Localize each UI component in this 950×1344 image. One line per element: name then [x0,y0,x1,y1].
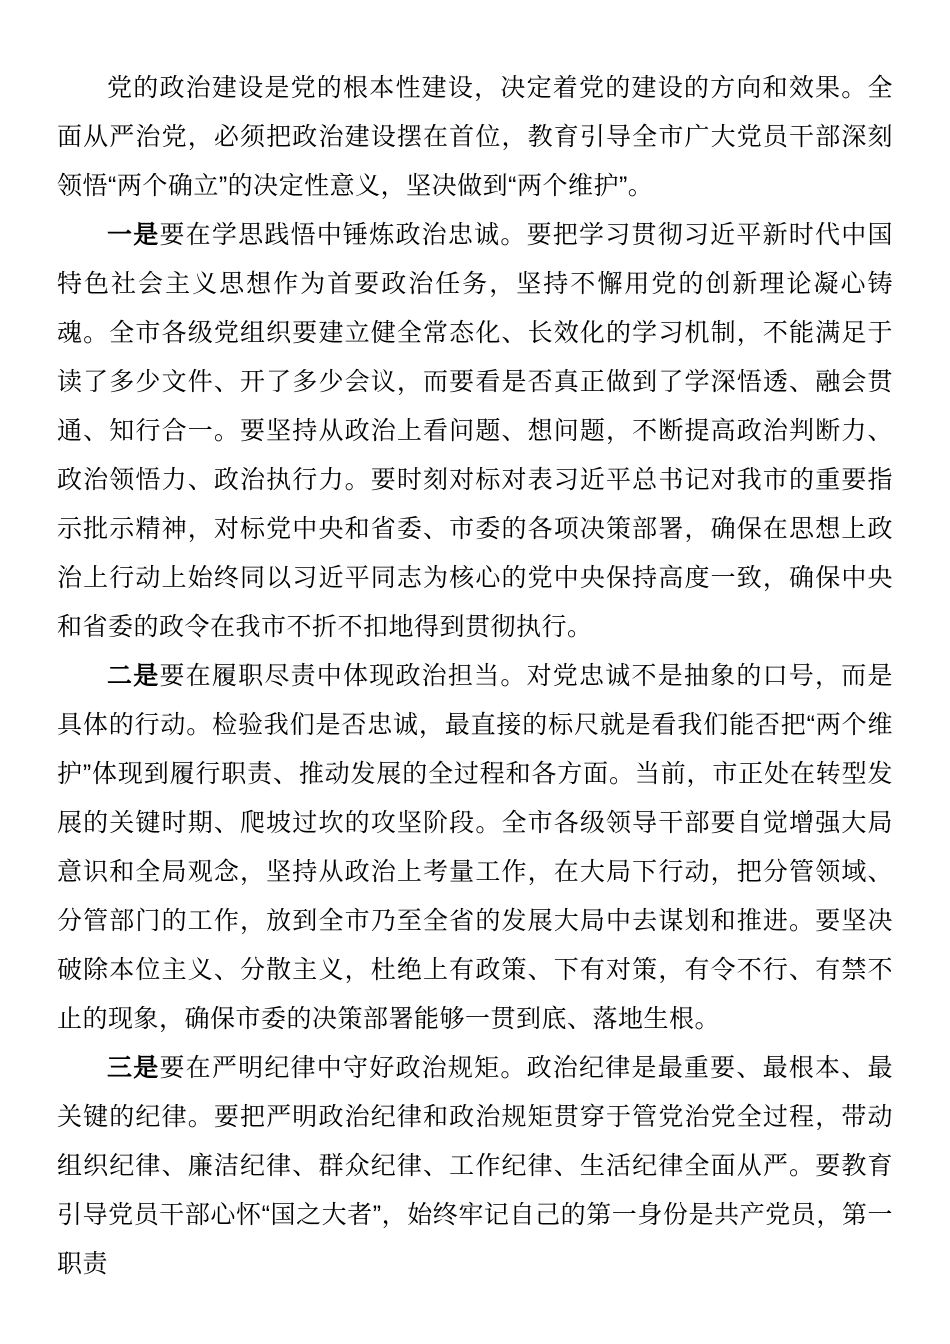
paragraph-point-two [57,652,893,1044]
paragraph-lead: 一是 [107,221,160,249]
paragraph-lead: 三是 [107,1054,160,1082]
paragraph-text: 要在严明纪律中守好政治规矩。政治纪律是最重要、最根本、最关键的纪律。要把严明政治纪律和政治规矩贯穿于管党治党全过程，带动组织纪律、廉洁纪律、群众纪律、工作纪律、生活纪律全面从严。要教育引导党员干部心怀“国之大者”，始终牢记自己的第一身份是共产党员，第一职责 [57,1054,893,1278]
paragraph-point-one [57,211,893,652]
paragraph-intro [57,64,893,211]
paragraph-text: 要在学思践悟中锤炼政治忠诚。要把学习贯彻习近平新时代中国特色社会主义思想作为首要政治任务，坚持不懈用党的创新理论凝心铸魂。全市各级党组织要建立健全常态化、长效化的学习机制，不能满足于读了多少文件、开了多少会议，而要看是否真正做到了学深悟透、融会贯通、知行合一。要坚持从政治上看问题、想问题，不断提高政治判断力、政治领悟力、政治执行力。要时刻对标对表习近平总书记对我市的重要指示批示精神，对标党中央和省委、市委的各项决策部署，确保在思想上政治上行动上始终同以习近平同志为核心的党中央保持高度一致，确保中央和省委的政令在我市不折不扣地得到贯彻执行。 [57,221,893,641]
paragraph-text: 党的政治建设是党的根本性建设，决定着党的建设的方向和效果。全面从严治党，必须把政治建设摆在首位，教育引导全市广大党员干部深刻领悟“两个确立”的决定性意义，坚决做到“两个维护”。 [57,74,893,200]
paragraph-text: 要在履职尽责中体现政治担当。对党忠诚不是抽象的口号，而是具体的行动。检验我们是否忠诚，最直接的标尺就是看我们能否把“两个维护”体现到履行职责、推动发展的全过程和各方面。当前，市正处在转型发展的关键时期、爬坡过坎的攻坚阶段。全市各级领导干部要自觉增强大局意识和全局观念，坚持从政治上考量工作，在大局下行动，把分管领域、分管部门的工作，放到全市乃至全省的发展大局中去谋划和推进。要坚决破除本位主义、分散主义，杜绝上有政策、下有对策，有令不行、有禁不止的现象，确保市委的决策部署能够一贯到底、落地生根。 [57,662,893,1033]
document-body [57,64,893,1289]
paragraph-point-three [57,1044,893,1289]
paragraph-lead: 二是 [107,662,160,690]
